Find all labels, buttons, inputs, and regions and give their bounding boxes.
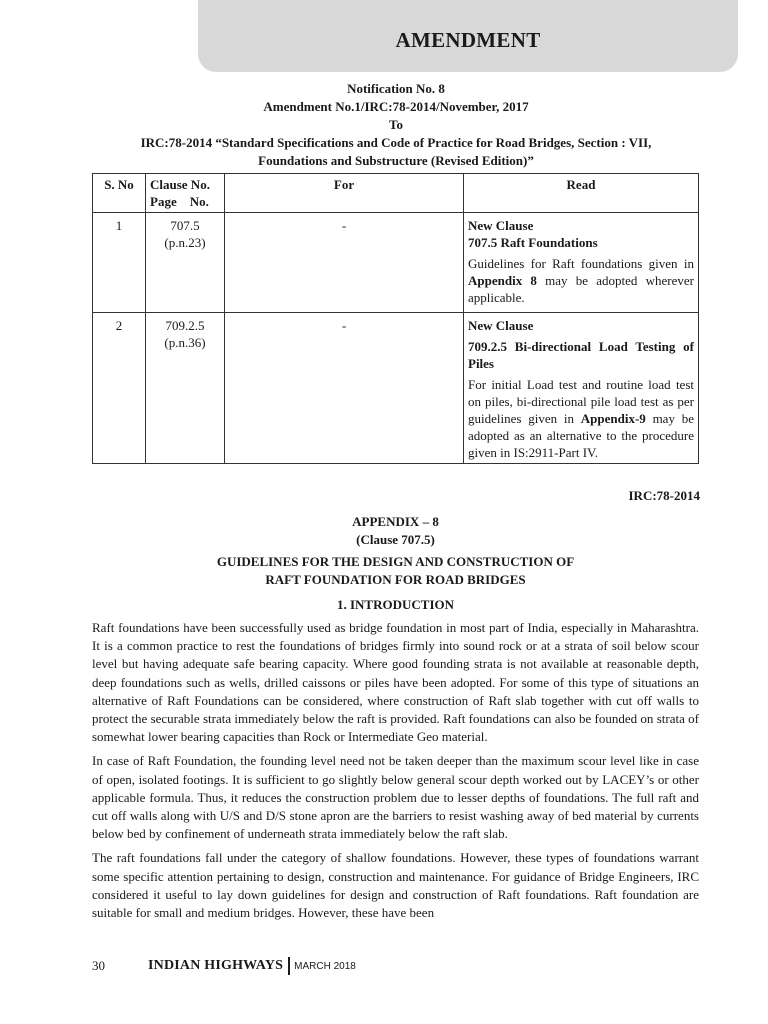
read-text-bold: Appendix 8 xyxy=(468,273,537,288)
table-row xyxy=(93,213,699,313)
clause-number: 709.2.5 xyxy=(165,318,205,333)
target-standard-line2: Foundations and Substructure (Revised Edition)” xyxy=(258,153,534,168)
read-title: 707.5 Raft Foundations xyxy=(468,235,598,250)
header-clause-line1: Clause No. xyxy=(150,177,210,192)
code-reference: IRC:78-2014 xyxy=(628,488,700,503)
appendix-heading-line1: GUIDELINES FOR THE DESIGN AND CONSTRUCTION OF xyxy=(216,554,575,569)
appendix-heading-line2: RAFT FOUNDATION FOR ROAD BRIDGES xyxy=(265,572,526,587)
header-for: For xyxy=(225,174,464,213)
clause-number: 707.5 xyxy=(170,218,200,233)
read-text-bold: Appendix-9 xyxy=(580,411,646,426)
to-label: To xyxy=(389,117,403,132)
table-row xyxy=(93,313,699,464)
header-clause-line2: Page No. xyxy=(150,194,209,209)
header-sno: S. No xyxy=(93,174,146,213)
read-text-part: may be adopted wherever applicable. xyxy=(468,273,694,305)
header-read: Read xyxy=(464,174,699,213)
row-clause xyxy=(146,313,225,464)
journal-name: INDIAN HIGHWAYS xyxy=(148,958,284,973)
row-for: - xyxy=(225,213,464,313)
read-text xyxy=(468,255,694,306)
page-number: 30 xyxy=(92,958,105,973)
issue-date: MARCH 2018 xyxy=(294,960,356,972)
read-text-part: Guidelines for Raft foundations given in xyxy=(468,256,694,271)
read-text-part: may be adopted as an alternative to the procedure given in IS:2911-Part IV. xyxy=(468,411,694,460)
banner-title: AMENDMENT xyxy=(395,28,541,52)
paragraph: In case of Raft Foundation, the founding level need not be taken deeper than the maximum scour level like in case of open, isolated footings. It is sufficient to go slightly below general scour depth worked out by LACEY’s or other applicable formula. Thus, it reduces the construction problem due to lesser depths of foundations. The full raft and cut off walls along with U/S and D/S stone apron are the barriers to resist washing away of bed material by currents below bed by confinement of underneath strata immediately below the raft slab. xyxy=(92,753,699,842)
footer-divider xyxy=(288,957,290,975)
header-clause xyxy=(146,174,225,213)
row-read xyxy=(464,213,699,313)
row-clause xyxy=(146,213,225,313)
paragraph: The raft foundations fall under the category of shallow foundations. However, these types of foundations warrant some specific attention pertaining to design, construction and maintenance. For guidance of Bridge Engineers, IRC considered it useful to lay down guidelines for design and construction of Raft foundations. Raft foundation are suitable for small and medium bridges. However, these have been xyxy=(92,850,699,921)
target-standard-line1: IRC:78-2014 “Standard Specifications and Code of Practice for Road Bridges, Section : VII, xyxy=(140,135,652,150)
section-heading: 1. INTRODUCTION xyxy=(336,597,454,612)
body-text xyxy=(92,619,699,928)
page-footer xyxy=(92,955,356,977)
amendment-banner xyxy=(198,0,738,72)
row-sno: 2 xyxy=(93,313,146,464)
notification-number: Notification No. 8 xyxy=(347,81,445,96)
amendment-number: Amendment No.1/IRC:78-2014/November, 2017 xyxy=(263,99,529,114)
clause-page: (p.n.36) xyxy=(164,335,206,350)
read-label: New Clause xyxy=(468,218,534,233)
appendix-clause: (Clause 707.5) xyxy=(356,532,435,547)
paragraph: Raft foundations have been successfully used as bridge foundation in most part of India, especially in Maharashtra. It is a common practice to rest the foundations of bridges firmly into sound rock or at a strata of soil below scour level but having adequate safe bearing capacity. Where good founding strata is not available at reasonable depth, deep foundations such as wells, drilled caissons or piles have been adopted. For some of this type of situations an alternative of Raft Foundations can be considered, where construction of Raft slab together with cut off walls to protect the securable strata immediately below the raft is provided. Raft foundations can also be founded on strata of somewhat lower bearing capacities than Rock or Intermediate Geo material. xyxy=(92,620,699,745)
row-for: - xyxy=(225,313,464,464)
appendix-title: APPENDIX – 8 xyxy=(352,514,439,529)
row-read xyxy=(464,313,699,464)
read-text xyxy=(468,376,694,461)
table-header-row xyxy=(93,174,699,213)
read-label: New Clause xyxy=(468,318,534,333)
amendment-table xyxy=(92,173,699,464)
read-text-part: For initial Load test and routine load test on piles, bi-directional pile load test as per guidelines given in xyxy=(468,377,694,426)
clause-page: (p.n.23) xyxy=(164,235,206,250)
read-title: 709.2.5 Bi-directional Load Testing of Piles xyxy=(468,339,694,371)
row-sno: 1 xyxy=(93,213,146,313)
